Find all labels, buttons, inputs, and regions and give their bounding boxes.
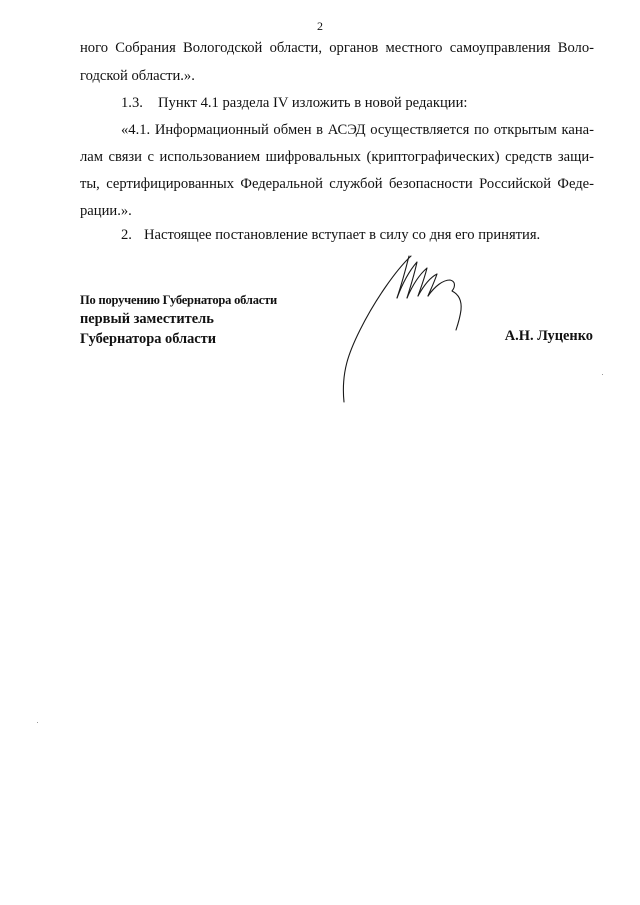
- page-number: 2: [317, 19, 323, 33]
- item-text: Настоящее постановление вступает в силу со дня его принятия.: [144, 227, 541, 243]
- quote-line: «4.1. Информационный обмен в АСЭД осуществляется по открытым кана-: [121, 122, 594, 138]
- signatory-line: По поручению Губернатора области: [80, 293, 278, 307]
- signature-stroke: [397, 256, 409, 298]
- paragraph-line: ного Собрания Вологодской области, органов местного самоуправления Воло-: [80, 40, 594, 56]
- item-number: 2.: [121, 227, 132, 243]
- item-text: Пункт 4.1 раздела IV изложить в новой редакции:: [158, 95, 468, 111]
- paragraph-line: годской области.».: [80, 68, 195, 84]
- scan-speck: [37, 722, 38, 723]
- quote-line: рации.».: [80, 203, 132, 219]
- signature-stroke: [407, 268, 427, 298]
- signatory-name: А.Н. Луценко: [504, 328, 593, 344]
- signature-stroke: [343, 256, 411, 402]
- quote-line: ты, сертифицированных Федеральной службой безопасности Российской Феде-: [80, 176, 594, 192]
- signature-stroke: [428, 280, 461, 330]
- signatory-line: первый заместитель: [80, 311, 214, 327]
- scan-speck: [602, 374, 603, 375]
- signature-stroke: [418, 274, 437, 296]
- signatory-line: Губернатора области: [80, 331, 217, 347]
- quote-line: лам связи с использованием шифровальных (криптографических) средств защи-: [80, 149, 594, 165]
- signature-stroke: [397, 262, 417, 298]
- item-number: 1.3.: [121, 95, 143, 111]
- signatory-title-block: [80, 292, 277, 349]
